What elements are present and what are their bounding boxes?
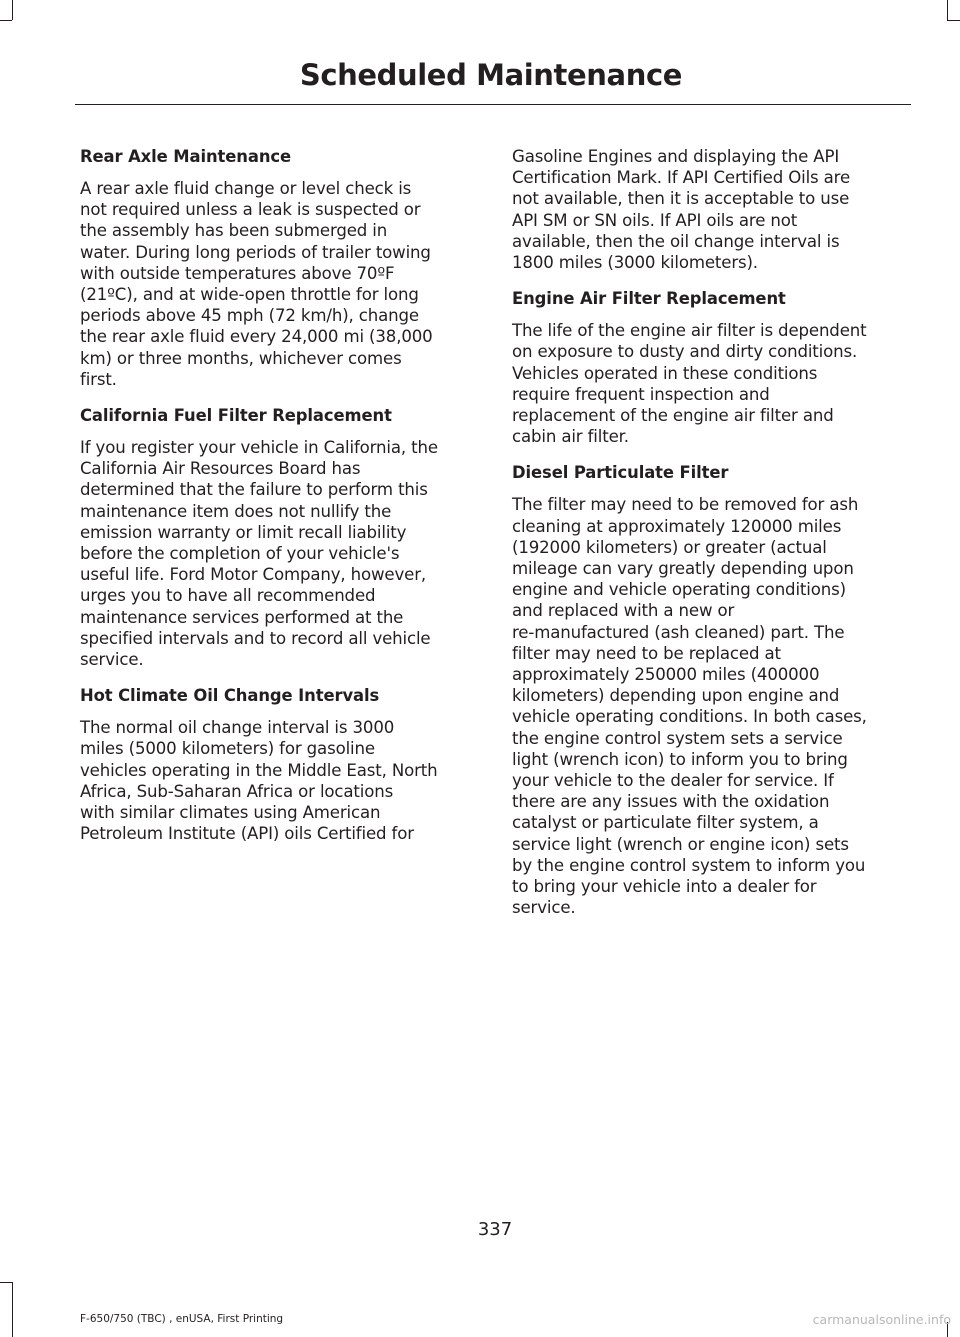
section-paragraph [512,146,908,273]
crop-mark [12,0,13,20]
crop-mark [947,0,948,20]
section-paragraph [80,717,476,844]
text-line: vehicles operating in the Middle East, North [80,760,438,780]
text-line: service. [512,898,576,918]
text-line: periods above 45 mph (72 km/h), change [80,306,419,326]
text-line: catalyst or particulate filter system, a [512,813,819,833]
text-line: vehicle operating conditions. In both cases, [512,707,867,727]
page-title: Scheduled Maintenance [299,58,682,92]
text-line: urges you to have all recommended [80,586,376,606]
text-line: require frequent inspection and [512,384,770,404]
text-line: maintenance services performed at the [80,607,404,627]
text-line: If you register your vehicle in California, the [80,438,438,458]
text-line: re-manufactured (ash cleaned) part. The [512,622,845,642]
text-line: (21ºC), and at wide-open throttle for long [80,285,419,305]
text-line: with outside temperatures above 70ºF [80,263,395,283]
text-line: California Air Resources Board has [80,459,361,479]
text-line: by the engine control system to inform you [512,855,866,875]
text-line: useful life. Ford Motor Company, however, [80,565,427,585]
text-line: water. During long periods of trailer towing [80,242,431,262]
text-line: not available, then it is acceptable to use [512,189,850,209]
section-heading: California Fuel Filter Replacement [80,406,392,426]
left-column [80,146,476,859]
page-number: 337 [477,1219,513,1240]
text-line: the engine control system sets a service [512,728,843,748]
text-line: replacement of the engine air filter and [512,406,834,426]
text-line: available, then the oil change interval is [512,231,840,251]
text-line: engine and vehicle operating conditions) [512,580,846,600]
text-line: cabin air filter. [512,427,629,447]
crop-mark [12,1282,13,1337]
text-line: emission warranty or limit recall liability [80,522,407,542]
text-line: and replaced with a new or [512,601,735,621]
text-line: the assembly has been submerged in [80,221,388,241]
text-line: on exposure to dusty and dirty conditions. [512,342,858,362]
watermark: carmanualsonline.info [812,1312,951,1327]
text-line: filter may need to be replaced at [512,643,781,663]
header-divider [75,104,911,105]
text-line: Vehicles operated in these conditions [512,363,818,383]
section-paragraph [512,494,908,918]
text-line: (192000 kilometers) or greater (actual [512,537,827,557]
section-heading: Diesel Particulate Filter [512,463,729,483]
text-line: maintenance item does not nullify the [80,501,392,521]
publication-info: F-650/750 (TBC) , enUSA, First Printing [80,1313,284,1325]
text-line: Petroleum Institute (API) oils Certified for [80,824,414,844]
text-line: service light (wrench or engine icon) sets [512,834,849,854]
text-line: cleaning at approximately 120000 miles [512,516,842,536]
text-line: there are any issues with the oxidation [512,792,830,812]
crop-mark [0,20,12,21]
text-line: determined that the failure to perform this [80,480,428,500]
section-heading: Engine Air Filter Replacement [512,289,786,309]
text-line: not required unless a leak is suspected or [80,200,421,220]
text-line: to bring your vehicle into a dealer for [512,877,817,897]
text-line: approximately 250000 miles (400000 [512,665,820,685]
crop-mark [947,20,960,21]
text-line: specified intervals and to record all vehicle [80,628,431,648]
text-line: API SM or SN oils. If API oils are not [512,210,798,230]
section-paragraph [80,437,476,670]
section-heading: Hot Climate Oil Change Intervals [80,686,380,706]
text-line: kilometers) depending upon engine and [512,686,840,706]
text-line: first. [80,369,117,389]
text-line: the rear axle fluid every 24,000 mi (38,000 [80,327,433,347]
text-line: before the completion of your vehicle's [80,544,400,564]
text-line: km) or three months, whichever comes [80,348,402,368]
text-line: your vehicle to the dealer for service. If [512,771,834,791]
text-line: The life of the engine air filter is dependent [512,321,867,341]
text-line: mileage can vary greatly depending upon [512,559,854,579]
text-line: The filter may need to be removed for ash [512,495,859,515]
text-line: 1800 miles (3000 kilometers). [512,253,758,273]
section-heading: Rear Axle Maintenance [80,147,292,166]
section-paragraph [512,320,908,447]
text-line: miles (5000 kilometers) for gasoline [80,739,375,759]
text-line: service. [80,650,144,670]
text-line: Gasoline Engines and displaying the API [512,147,840,166]
crop-mark [0,1282,12,1283]
text-line: Certification Mark. If API Certified Oils are [512,168,851,188]
right-column [512,146,908,934]
section-paragraph [80,178,476,390]
text-line: Africa, Sub-Saharan Africa or locations [80,781,394,801]
text-line: The normal oil change interval is 3000 [80,718,395,738]
text-line: with similar climates using American [80,803,381,823]
text-line: light (wrench icon) to inform you to bring [512,749,848,769]
text-line: A rear axle fluid change or level check is [80,179,412,198]
